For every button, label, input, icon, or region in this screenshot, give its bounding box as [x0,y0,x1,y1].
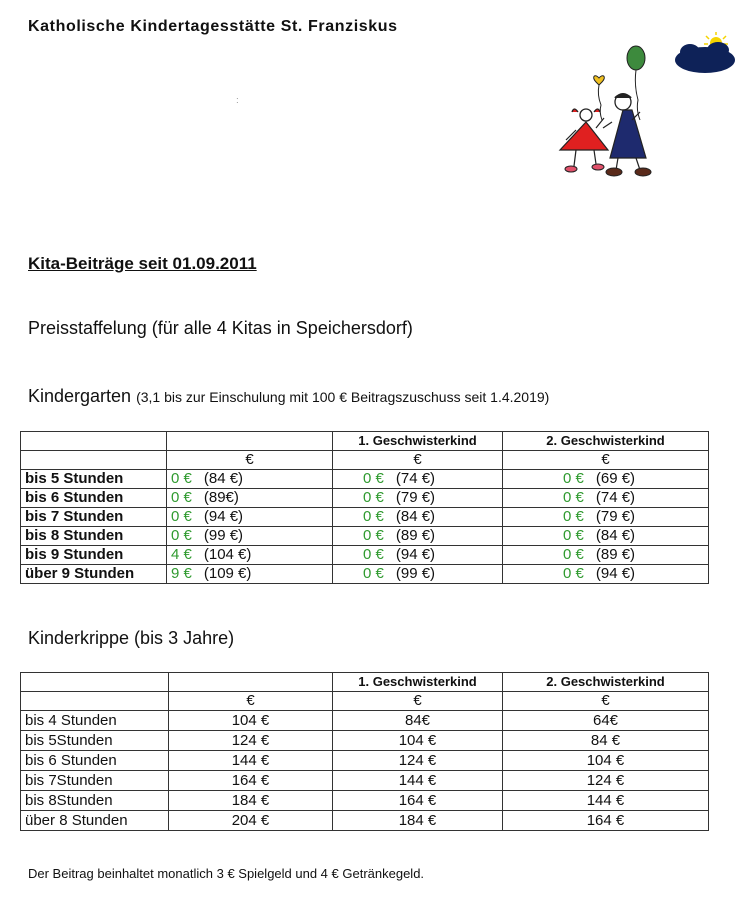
row-label: bis 9 Stunden [21,546,167,565]
fee-cell [503,546,709,565]
fee-cell: 84 € [503,731,709,751]
fee-cell [167,527,333,546]
kindergarten-title: Kindergarten [28,386,132,406]
original-amount: (99 €) [203,527,244,544]
currency-cell-empty [21,451,167,470]
fee-cell [333,470,503,489]
currency-row [21,451,709,470]
original-amount: (89€) [203,489,239,506]
table-row [21,811,709,831]
currency-row [21,692,709,711]
original-amount: (89 €) [395,527,436,544]
row-label: über 9 Stunden [21,565,167,584]
fee-cell: 104 € [503,751,709,771]
row-label: bis 6 Stunden [21,489,167,508]
row-label: bis 5Stunden [21,731,169,751]
fee-cell [167,470,333,489]
fee-cell: 124 € [169,731,333,751]
original-amount: (69 €) [595,470,636,487]
original-amount: (84 €) [203,470,244,487]
payable-amount: 4 € [171,546,192,563]
fee-cell [333,527,503,546]
fee-cell [333,546,503,565]
currency-cell-empty [21,692,169,711]
header-cell-empty [21,432,167,451]
payable-amount: 0 € [563,470,584,487]
table-row [21,546,709,565]
fee-cell: 124 € [333,751,503,771]
boy-figure-icon [603,94,651,176]
kinderkrippe-rows [21,711,709,831]
row-label: bis 5 Stunden [21,470,167,489]
payable-amount: 0 € [563,546,584,563]
original-amount: (94 €) [395,546,436,563]
kinderkrippe-fee-table [20,672,709,831]
currency-cell: € [333,692,503,711]
fee-cell [333,508,503,527]
table-header-row [21,673,709,692]
table-row [21,731,709,751]
fee-cell: 104 € [169,711,333,731]
organization-title: Katholische Kindertagesstätte St. Franziskus [28,18,398,35]
fee-cell: 144 € [333,771,503,791]
currency-cell: € [167,451,333,470]
table-row [21,489,709,508]
table-header-row [21,432,709,451]
row-label: bis 8 Stunden [21,527,167,546]
fee-cell [503,470,709,489]
fee-cell: 144 € [169,751,333,771]
original-amount: (84 €) [595,527,636,544]
original-amount: (94 €) [203,508,244,525]
header-cell-empty [21,673,169,692]
currency-cell: € [333,451,503,470]
kinderkrippe-heading: Kinderkrippe (bis 3 Jahre) [28,628,235,648]
payable-amount: 9 € [171,565,192,582]
row-label: bis 7Stunden [21,771,169,791]
payable-amount: 0 € [171,489,192,506]
kindergarten-fee-table [20,431,709,584]
currency-cell: € [503,692,709,711]
fee-cell: 184 € [169,791,333,811]
table-row [21,527,709,546]
fee-cell [167,489,333,508]
fee-cell: 164 € [503,811,709,831]
row-label: bis 7 Stunden [21,508,167,527]
payable-amount: 0 € [563,565,584,582]
fee-cell: 144 € [503,791,709,811]
original-amount: (84 €) [395,508,436,525]
table-row [21,751,709,771]
payable-amount: 0 € [363,508,384,525]
header-cell-empty [167,432,333,451]
fee-cell: 64€ [503,711,709,731]
header-second-sibling: 2. Geschwisterkind [503,673,709,692]
payable-amount: 0 € [363,470,384,487]
fee-cell [333,489,503,508]
girl-figure-icon [560,109,608,172]
footer-note: Der Beitrag beinhaltet monatlich 3 € Spielgeld und 4 € Getränkegeld. [28,866,425,881]
fee-cell: 164 € [333,791,503,811]
header-cell-empty [169,673,333,692]
cloud-icon [675,42,735,73]
currency-cell: € [169,692,333,711]
currency-cell: € [503,451,709,470]
scan-speck: ː [236,95,239,105]
payable-amount: 0 € [363,565,384,582]
row-label: bis 8Stunden [21,791,169,811]
kindergarten-heading [28,386,549,407]
row-label: über 8 Stunden [21,811,169,831]
fee-cell: 124 € [503,771,709,791]
payable-amount: 0 € [563,489,584,506]
payable-amount: 0 € [171,470,192,487]
row-label: bis 4 Stunden [21,711,169,731]
original-amount: (79 €) [395,489,436,506]
heart-balloon-icon [594,76,605,120]
original-amount: (104 €) [203,546,252,563]
fee-cell [503,489,709,508]
green-balloon-icon [627,46,645,120]
table-row [21,791,709,811]
table-row [21,565,709,584]
table-row [21,508,709,527]
header-first-sibling: 1. Geschwisterkind [333,673,503,692]
kindergarten-note: (3,1 bis zur Einschulung mit 100 € Beitragszuschuss seit 1.4.2019) [136,389,550,405]
fee-cell [167,546,333,565]
table-row [21,470,709,489]
header-second-sibling: 2. Geschwisterkind [503,432,709,451]
fee-cell [503,527,709,546]
kindergarten-rows [21,470,709,584]
fee-cell: 184 € [333,811,503,831]
original-amount: (99 €) [395,565,436,582]
fee-cell [333,565,503,584]
original-amount: (79 €) [595,508,636,525]
header-first-sibling: 1. Geschwisterkind [333,432,503,451]
payable-amount: 0 € [171,508,192,525]
payable-amount: 0 € [563,527,584,544]
row-label: bis 6 Stunden [21,751,169,771]
fee-cell [167,508,333,527]
table-row [21,711,709,731]
original-amount: (89 €) [595,546,636,563]
fee-cell: 164 € [169,771,333,791]
payable-amount: 0 € [363,527,384,544]
original-amount: (74 €) [595,489,636,506]
payable-amount: 0 € [563,508,584,525]
fee-cell [167,565,333,584]
fee-cell: 104 € [333,731,503,751]
table-row [21,771,709,791]
payable-amount: 0 € [171,527,192,544]
fee-cell [503,508,709,527]
original-amount: (109 €) [203,565,252,582]
fee-cell: 204 € [169,811,333,831]
children-with-balloons-illustration [548,30,738,180]
price-scale-subtitle: Preisstaffelung (für alle 4 Kitas in Speichersdorf) [28,318,413,338]
fee-cell: 84€ [333,711,503,731]
original-amount: (74 €) [395,470,436,487]
payable-amount: 0 € [363,546,384,563]
payable-amount: 0 € [363,489,384,506]
document-heading: Kita-Beiträge seit 01.09.2011 [28,254,257,273]
original-amount: (94 €) [595,565,636,582]
fee-cell [503,565,709,584]
